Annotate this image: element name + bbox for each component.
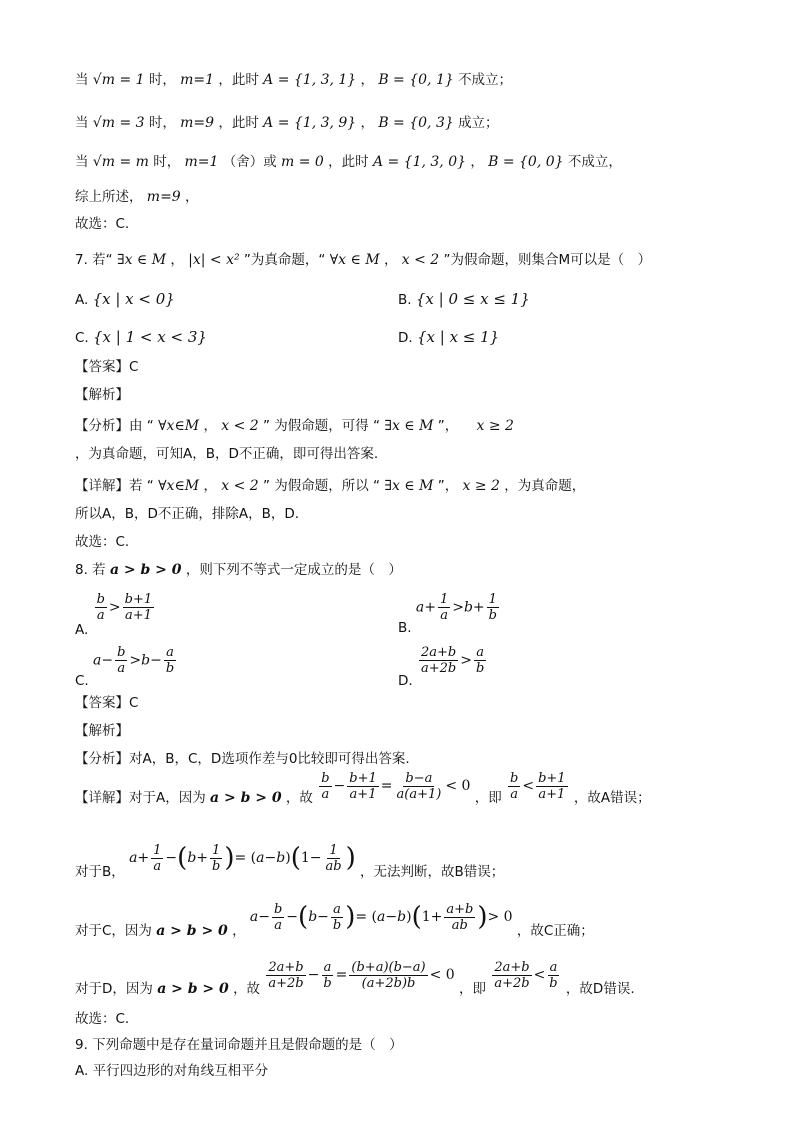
- option-label: A.: [75, 292, 89, 308]
- text: 当: [75, 72, 89, 88]
- text: ，: [360, 72, 375, 88]
- math: ∀x ∈ M: [329, 252, 380, 268]
- text: ，故D错误.: [565, 981, 635, 997]
- option-label: B.: [398, 292, 412, 308]
- math: ∀x∈M: [158, 478, 200, 494]
- math-set-A: A = {1, 3, 1}: [263, 72, 357, 88]
- math-set-B: B = {0, 1}: [378, 72, 454, 88]
- math: {x | 0 ≤ x ≤ 1}: [415, 290, 530, 308]
- q8-answer: 【答案】C: [75, 695, 139, 711]
- math-sqrt-m-1: √m = 1: [92, 72, 145, 88]
- text: ” 为假命题，可得 “: [262, 418, 381, 434]
- fraction-a-over-b: $\frac{a}{b}$: [475, 645, 485, 676]
- q8-select: 故选：C.: [75, 1011, 130, 1027]
- text: 当: [75, 115, 89, 131]
- option-label: D.: [398, 672, 413, 689]
- text: 当: [75, 154, 89, 170]
- math: m=1: [184, 154, 219, 170]
- math: ∃x ∈ M: [384, 478, 434, 494]
- q7-detail: [75, 476, 585, 496]
- text: ，此时: [218, 115, 259, 131]
- q8-option-a: A. $\frac{b}{a}$ > $\frac{b+1}{a+1}$: [75, 592, 153, 638]
- line-conclusion: [75, 187, 199, 207]
- text: 8. 若: [75, 562, 106, 578]
- text: ，: [383, 252, 398, 268]
- fraction-1-over-b: $\frac{1}{b}$: [488, 592, 497, 623]
- q8-detail-b: 对于B， a+ $\frac{1}{a}$ −(b+ $\frac{1}{b}$ )= (a−b)(1− $\frac{1}{ab}$ ) ，无法判断，故B错误；: [75, 842, 505, 880]
- math-set-B: B = {0, 0}: [488, 154, 564, 170]
- q8-option-b: B. a+ $\frac{1}{a}$ >b+ $\frac{1}{b}$: [398, 592, 497, 636]
- line-case-2: [75, 113, 499, 133]
- text: ，: [203, 478, 217, 494]
- text: 【分析】由 “: [75, 418, 154, 434]
- fraction-2ab-over-a2b: $\frac{2a+b}{a+2b}$: [420, 645, 457, 676]
- question-9: 9. 下列命题中是存在量词命题并且是假命题的是（ ）: [75, 1037, 403, 1053]
- option-label: B.: [398, 619, 412, 636]
- q8-option-d: D. $\frac{2a+b}{a+2b}$ > $\frac{a}{b}$: [398, 645, 485, 689]
- math: {x | x ≤ 1}: [416, 328, 500, 346]
- text: 综上所述，: [75, 189, 143, 205]
- option-label: A.: [75, 621, 89, 638]
- q9-option-a: A. 平行四边形的对角线互相平分: [75, 1063, 269, 1079]
- text: 不成立；: [458, 72, 513, 88]
- q7-detail-cont: 所以A，B，D不正确，排除A，B，D.: [75, 506, 300, 522]
- math: x ≥ 2: [462, 478, 500, 494]
- text: ，即: [474, 790, 502, 806]
- text: 不成立，: [567, 154, 622, 170]
- text: 【详解】对于A，因为: [75, 790, 206, 806]
- text: 对于D，因为: [75, 981, 153, 997]
- text: ，故: [233, 981, 261, 997]
- q8-detail-c: 对于C，因为 a > b > 0 ， a− $\frac{b}{a}$ −(b− $\frac{a}{b}$ )= (a−b)(1+ $\frac{a+b}{ab}$ )> 0 ，故C正确；: [75, 901, 594, 939]
- text: ，故: [285, 790, 313, 806]
- q7-analysis-cont: ，为真命题，可知A，B，D不正确，即可得出答案.: [75, 446, 379, 462]
- text: ，: [232, 923, 246, 939]
- q8-analysis-heading: 【解析】: [75, 723, 129, 739]
- q8-option-c: C. a− $\frac{b}{a}$ >b− $\frac{a}{b}$: [75, 645, 175, 689]
- option-label: C.: [75, 330, 89, 346]
- text: 成立；: [458, 115, 499, 131]
- text: ” 为假命题，所以 “: [262, 478, 381, 494]
- text: 7. 若“: [75, 252, 113, 268]
- math: x < 2: [221, 418, 259, 434]
- q7-analysis: [75, 416, 514, 436]
- fraction-b-over-a: $\frac{b}{a}$: [117, 645, 126, 676]
- text: ，为真命题，: [504, 478, 586, 494]
- math-sqrt-m-3: √m = 3: [92, 115, 145, 131]
- question-7: [75, 250, 651, 270]
- text: ，此时: [218, 72, 259, 88]
- math: a > b > 0: [109, 562, 182, 578]
- math: |x| < x²: [188, 252, 240, 268]
- text: （舍）或: [222, 154, 277, 170]
- option-label: C.: [75, 672, 89, 689]
- text: ”为假命题，则集合M可以是（ ）: [443, 252, 652, 268]
- math: ∃x ∈ M: [116, 252, 167, 268]
- q8-analysis: 【分析】对A，B，C，D选项作差与0比较即可得出答案.: [75, 751, 410, 767]
- text: 时，: [153, 154, 181, 170]
- q7-answer: 【答案】C: [75, 359, 139, 375]
- math: m=9: [146, 189, 181, 205]
- text: ，: [185, 189, 199, 205]
- fraction-b1-over-a1: $\frac{b+1}{a+1}$: [124, 592, 153, 623]
- text: 时，: [148, 72, 176, 88]
- math-set-B: B = {0, 3}: [378, 115, 454, 131]
- q8-detail-d: 对于D，因为 a > b > 0 ，故 $\frac{2a+b}{a+2b}$ − $\frac{a}{b}$ = $\frac{(b+a)(b-a)}{(a+2b)b}$ < 0 ，即 $\frac{2a+b}{a+2b}$ < $\frac{a}{b}$ ，故D错误.: [75, 959, 635, 997]
- q7-option-b: [398, 290, 530, 308]
- text: ，故A错误；: [573, 790, 651, 806]
- math-set-A: A = {1, 3, 0}: [372, 154, 467, 170]
- math: x < 2: [221, 478, 259, 494]
- math: m=9: [180, 115, 215, 131]
- text: ，: [470, 154, 484, 170]
- text: ，即: [459, 981, 487, 997]
- line-select: 故选：C.: [75, 216, 130, 232]
- math: m=1: [180, 72, 215, 88]
- text: 对于B，: [75, 864, 125, 880]
- math: a > b > 0: [210, 790, 282, 806]
- text: 时，: [148, 115, 176, 131]
- text: ，故C正确；: [516, 923, 594, 939]
- math: a > b > 0: [157, 981, 229, 997]
- text: ，: [360, 115, 375, 131]
- text: ，: [203, 418, 217, 434]
- option-label: D.: [398, 330, 413, 346]
- fraction-b-over-a: $\frac{b}{a}$: [96, 592, 105, 623]
- text: ，: [170, 252, 184, 268]
- math: {x | 1 < x < 3}: [93, 328, 207, 346]
- math: a > b > 0: [156, 923, 228, 939]
- q8-detail-a: 【详解】对于A，因为 a > b > 0 ，故 $\frac{b}{a}$ − $\frac{b+1}{a+1}$ = $\frac{b-a}{a(a+1)}$ < 0 ，即 $\frac{b}{a}$ < $\frac{b+1}{a+1}$ ，故A错误；: [75, 770, 651, 806]
- question-8: [75, 560, 402, 580]
- q7-option-c: [75, 328, 207, 346]
- text: ，无法判断，故B错误；: [360, 864, 505, 880]
- math: x ≥ 2: [476, 418, 514, 434]
- text: ，此时: [328, 154, 369, 170]
- fraction-a-over-b: $\frac{a}{b}$: [165, 645, 175, 676]
- math: ∃x ∈ M: [384, 418, 434, 434]
- text: ”为真命题，“: [243, 252, 326, 268]
- math-sqrt-m-m: √m = m: [92, 154, 149, 170]
- q7-option-d: [398, 328, 499, 346]
- text: 对于C，因为: [75, 923, 152, 939]
- text: ，则下列不等式一定成立的是（ ）: [185, 562, 402, 578]
- q7-option-a: [75, 290, 175, 308]
- q7-select: 故选：C.: [75, 534, 130, 550]
- math: x < 2: [401, 252, 440, 268]
- line-case-3: [75, 152, 622, 172]
- text: ”，: [437, 478, 459, 494]
- math: {x | x < 0}: [92, 290, 175, 308]
- math-set-A: A = {1, 3, 9}: [263, 115, 357, 131]
- text: ”，: [437, 418, 459, 434]
- math: ∀x∈M: [158, 418, 200, 434]
- fraction-1-over-a: $\frac{1}{a}$: [439, 592, 449, 623]
- math: m = 0: [281, 154, 324, 170]
- text: 【详解】若 “: [75, 478, 154, 494]
- line-case-1: [75, 70, 512, 90]
- q7-analysis-heading: 【解析】: [75, 387, 129, 403]
